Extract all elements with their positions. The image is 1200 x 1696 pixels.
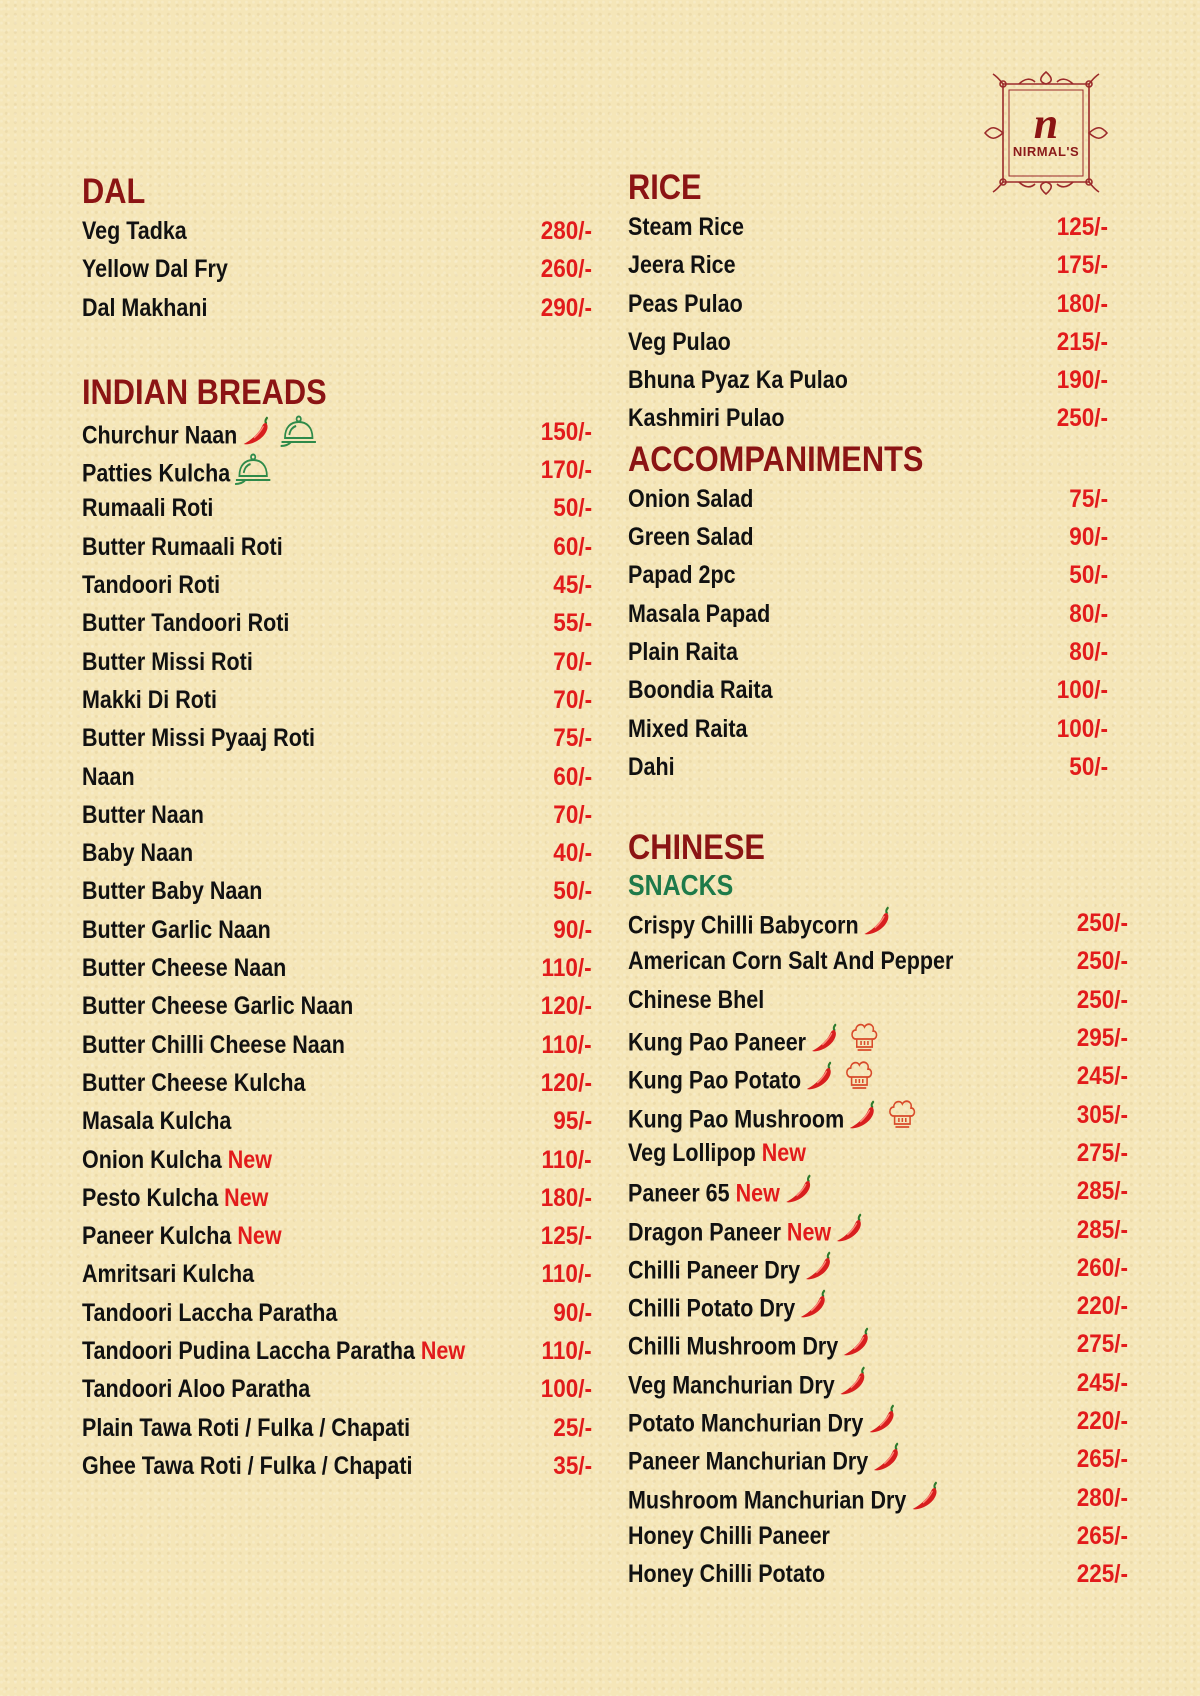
menu-item-line <box>82 250 228 288</box>
item-price: 125/- <box>540 1222 592 1251</box>
item-name: Veg Tadka <box>82 217 187 245</box>
menu-item <box>628 1134 1128 1172</box>
menu-item <box>82 1064 592 1102</box>
menu-item <box>82 489 592 527</box>
menu-item-line <box>82 212 187 250</box>
item-price: 50/- <box>1069 561 1108 590</box>
item-price: 150/- <box>540 417 592 446</box>
item-price: 110/- <box>541 1337 592 1366</box>
item-price: 180/- <box>1056 289 1108 318</box>
menu-item <box>628 1249 1128 1287</box>
item-name: Butter Tandoori Roti <box>82 609 290 638</box>
menu-item-line <box>82 489 213 527</box>
new-badge: New <box>420 1337 466 1366</box>
item-name: Paneer Manchurian Dry <box>628 1447 869 1476</box>
menu-item-line <box>628 1134 806 1172</box>
item-price: 260/- <box>1076 1253 1128 1282</box>
menu-item-line <box>82 1102 231 1140</box>
item-name: Patties Kulcha <box>82 459 231 488</box>
item-name: Boondia Raita <box>628 676 773 705</box>
menu-item-line <box>628 633 738 671</box>
menu-item-line <box>82 911 271 949</box>
menu-item <box>82 1370 592 1408</box>
item-price: 250/- <box>1076 909 1128 938</box>
menu-item <box>628 942 1128 980</box>
item-name: Plain Raita <box>628 637 738 666</box>
menu-item-line <box>82 1179 268 1217</box>
item-price: 80/- <box>1069 599 1108 628</box>
menu-item <box>82 987 592 1025</box>
item-name: Pesto Kulcha <box>82 1183 219 1212</box>
item-price: 100/- <box>1056 676 1108 705</box>
section-title-rice: RICE <box>628 168 702 207</box>
menu-item <box>82 719 592 757</box>
menu-item <box>82 566 592 604</box>
menu-item-line <box>82 289 207 327</box>
new-badge: New <box>237 1222 282 1251</box>
item-name: Tandoori Roti <box>82 571 221 600</box>
menu-item <box>628 981 1128 1019</box>
menu-item-line <box>82 1332 465 1370</box>
item-name: Butter Chilli Cheese Naan <box>82 1030 345 1059</box>
item-price: 70/- <box>553 685 592 714</box>
item-price: 275/- <box>1076 1138 1128 1167</box>
item-price: 25/- <box>553 1413 592 1442</box>
menu-item-line <box>82 719 315 757</box>
item-name: Amritsari Kulcha <box>82 1260 255 1289</box>
new-badge: New <box>786 1217 832 1246</box>
menu-item <box>628 1211 1128 1249</box>
item-price: 125/- <box>1056 213 1108 241</box>
menu-item-line <box>82 834 193 872</box>
menu-item-line <box>82 1217 282 1255</box>
item-name: Kashmiri Pulao <box>628 404 785 433</box>
item-name: Honey Chilli Potato <box>628 1560 826 1589</box>
item-name: Butter Cheese Naan <box>82 954 287 983</box>
menu-item <box>82 911 592 949</box>
menu-item <box>82 528 592 566</box>
menu-item-line <box>82 604 289 642</box>
menu-item <box>628 1096 1128 1134</box>
menu-item <box>82 796 592 834</box>
item-price: 280/- <box>1076 1483 1128 1512</box>
menu-item <box>82 1332 592 1370</box>
item-price: 90/- <box>1069 523 1108 552</box>
menu-item <box>628 1517 1128 1555</box>
item-name: Veg Manchurian Dry <box>628 1370 835 1399</box>
item-name: Chinese Bhel <box>628 985 765 1014</box>
menu-item <box>628 246 1128 284</box>
item-price: 70/- <box>553 800 592 829</box>
menu-item-line <box>82 566 220 604</box>
item-price: 265/- <box>1076 1521 1128 1550</box>
item-name: Yellow Dal Fry <box>82 255 228 284</box>
section-subtitle-snacks: SNACKS <box>628 870 734 903</box>
menu-item <box>82 1179 592 1217</box>
item-price: 215/- <box>1056 327 1108 356</box>
menu-item <box>628 399 1128 437</box>
menu-item <box>82 250 592 288</box>
menu-item-line <box>628 208 744 246</box>
menu-item-line <box>628 361 848 399</box>
menu-item-line <box>82 987 353 1025</box>
item-price: 265/- <box>1076 1445 1128 1474</box>
item-price: 50/- <box>1069 752 1108 781</box>
item-price: 120/- <box>540 992 592 1021</box>
item-name: Butter Rumaali Roti <box>82 532 283 561</box>
item-price: 295/- <box>1076 1024 1128 1053</box>
item-price: 90/- <box>553 1298 592 1327</box>
item-name: Chilli Mushroom Dry <box>628 1332 839 1361</box>
item-price: 245/- <box>1076 1062 1128 1091</box>
item-name: Honey Chilli Paneer <box>628 1521 830 1550</box>
item-price: 245/- <box>1076 1368 1128 1397</box>
menu-item-line <box>82 949 286 987</box>
item-name: Makki Di Roti <box>82 685 218 714</box>
section-title-dal: DAL <box>82 172 146 211</box>
item-name: Masala Kulcha <box>82 1107 232 1136</box>
menu-item <box>628 710 1128 748</box>
item-name: Dal Makhani <box>82 293 208 322</box>
item-price: 285/- <box>1076 1177 1128 1206</box>
item-name: Butter Naan <box>82 800 204 829</box>
item-name: Churchur Naan <box>82 421 238 450</box>
item-name: Chilli Potato Dry <box>628 1294 796 1323</box>
menu-item <box>82 1141 592 1179</box>
menu-item <box>82 949 592 987</box>
item-name: Kung Pao Potato <box>628 1066 802 1095</box>
item-name: Paneer 65 <box>628 1179 730 1208</box>
item-name: Butter Baby Naan <box>82 877 263 906</box>
menu-item <box>628 1479 1128 1517</box>
menu-item <box>82 758 592 796</box>
menu-item <box>628 361 1128 399</box>
menu-item <box>82 1409 592 1447</box>
menu-item-line <box>628 246 736 284</box>
menu-item <box>628 1402 1128 1440</box>
menu-item-line <box>628 399 785 437</box>
item-name: Ghee Tawa Roti / Fulka / Chapati <box>82 1451 413 1480</box>
item-name: Tandoori Pudina Laccha Paratha <box>82 1337 415 1366</box>
item-price: 50/- <box>553 494 592 523</box>
menu-item-line <box>628 1555 825 1593</box>
item-name: Mushroom Manchurian Dry <box>628 1485 907 1514</box>
item-name: Dahi <box>628 752 675 781</box>
item-name: Steam Rice <box>628 213 744 241</box>
menu-item-line <box>82 1255 254 1293</box>
new-badge: New <box>224 1183 269 1212</box>
item-price: 170/- <box>540 456 592 485</box>
menu-item <box>82 872 592 910</box>
item-price: 75/- <box>1069 484 1108 513</box>
menu-item-line <box>628 981 764 1019</box>
item-price: 225/- <box>1076 1560 1128 1589</box>
menu-item-line <box>628 480 753 518</box>
menu-item <box>628 1287 1128 1325</box>
menu-item <box>82 1294 592 1332</box>
menu-item-line <box>628 1517 830 1555</box>
menu-item <box>628 1325 1128 1363</box>
item-price: 35/- <box>553 1451 592 1480</box>
item-name: Onion Salad <box>628 484 754 513</box>
item-price: 250/- <box>1076 947 1128 976</box>
item-name: Kung Pao Mushroom <box>628 1104 845 1133</box>
item-price: 55/- <box>553 609 592 638</box>
item-name: Veg Lollipop <box>628 1138 756 1167</box>
item-name: Kung Pao Paneer <box>628 1028 807 1057</box>
section-title-indian-breads: INDIAN BREADS <box>82 372 327 412</box>
item-name: Tandoori Aloo Paratha <box>82 1375 311 1404</box>
menu-item <box>82 1255 592 1293</box>
item-name: Butter Missi Roti <box>82 647 253 676</box>
item-name: Rumaali Roti <box>82 494 214 523</box>
item-name: Peas Pulao <box>628 289 743 318</box>
item-price: 220/- <box>1076 1292 1128 1321</box>
menu-item <box>628 633 1128 671</box>
item-price: 100/- <box>540 1375 592 1404</box>
item-price: 250/- <box>1076 985 1128 1014</box>
item-price: 110/- <box>541 1030 592 1059</box>
menu-item <box>628 480 1128 518</box>
menu-item-line <box>628 671 773 709</box>
item-name: Bhuna Pyaz Ka Pulao <box>628 366 848 395</box>
left-column <box>82 172 592 1485</box>
item-price: 290/- <box>540 293 592 322</box>
menu-item <box>82 289 592 327</box>
item-price: 305/- <box>1076 1100 1128 1129</box>
menu-item-line <box>82 1064 305 1102</box>
menu-item <box>628 1364 1128 1402</box>
menu-item <box>82 681 592 719</box>
menu-item <box>628 1440 1128 1478</box>
menu-item <box>628 904 1128 942</box>
item-price: 250/- <box>1056 404 1108 433</box>
item-price: 70/- <box>553 647 592 676</box>
menu-item-line <box>82 681 217 719</box>
item-price: 120/- <box>540 1068 592 1097</box>
right-column <box>628 168 1128 1594</box>
menu-item <box>628 285 1128 323</box>
menu-item <box>82 604 592 642</box>
menu-item-line <box>82 758 135 796</box>
item-name: Onion Kulcha <box>82 1145 222 1174</box>
item-name: Dragon Paneer <box>628 1217 781 1246</box>
item-name: Butter Cheese Kulcha <box>82 1068 306 1097</box>
section-title-chinese: CHINESE <box>628 828 765 868</box>
menu-item <box>82 212 592 250</box>
menu-item <box>82 643 592 681</box>
brand-name: NIRMAL'S <box>1012 144 1080 159</box>
menu-item-line <box>628 518 753 556</box>
item-name: Veg Pulao <box>628 327 731 356</box>
item-price: 80/- <box>1069 637 1108 666</box>
item-price: 45/- <box>553 571 592 600</box>
menu-item-line <box>628 748 675 786</box>
menu-item <box>82 834 592 872</box>
menu-item-line <box>628 285 743 323</box>
item-name: Potato Manchurian Dry <box>628 1409 864 1438</box>
item-name: Crispy Chilli Babycorn <box>628 911 859 940</box>
menu-item-line <box>628 710 747 748</box>
item-name: Papad 2pc <box>628 561 736 590</box>
menu-item-line <box>82 796 204 834</box>
item-price: 275/- <box>1076 1330 1128 1359</box>
menu-item <box>628 323 1128 361</box>
menu-item <box>628 595 1128 633</box>
new-badge: New <box>735 1179 780 1208</box>
item-price: 60/- <box>553 762 592 791</box>
menu-item <box>628 1555 1128 1593</box>
menu-item <box>82 451 592 489</box>
item-price: 90/- <box>553 915 592 944</box>
item-price: 180/- <box>540 1183 592 1212</box>
item-name: Mixed Raita <box>628 714 748 743</box>
menu-item <box>82 413 592 451</box>
menu-item-line <box>628 595 770 633</box>
item-name: Plain Tawa Roti / Fulka / Chapati <box>82 1413 411 1442</box>
item-name: Butter Garlic Naan <box>82 915 271 944</box>
item-name: Tandoori Laccha Paratha <box>82 1298 338 1327</box>
menu-item <box>628 1019 1128 1057</box>
menu-item <box>82 1102 592 1140</box>
menu-item-line <box>82 1026 345 1064</box>
item-name: Masala Papad <box>628 599 771 628</box>
menu-item-line <box>82 1294 337 1332</box>
item-name: Paneer Kulcha <box>82 1222 232 1251</box>
menu-item-line <box>628 556 736 594</box>
new-badge: New <box>761 1138 806 1167</box>
menu-item <box>82 1217 592 1255</box>
menu-item-line <box>628 323 731 361</box>
item-price: 60/- <box>553 532 592 561</box>
menu-item <box>82 1447 592 1485</box>
menu-item-line <box>82 1141 272 1179</box>
item-price: 95/- <box>553 1107 592 1136</box>
menu-item <box>628 518 1128 556</box>
menu-item <box>628 1057 1128 1095</box>
item-name: Butter Cheese Garlic Naan <box>82 992 354 1021</box>
item-name: Baby Naan <box>82 839 194 868</box>
menu-item <box>82 1026 592 1064</box>
section-title-accompaniments: ACCOMPANIMENTS <box>628 439 924 479</box>
item-name: Butter Missi Pyaaj Roti <box>82 724 315 753</box>
menu-item-line <box>82 1409 410 1447</box>
item-name: Naan <box>82 762 135 791</box>
menu-item-line <box>82 643 253 681</box>
item-price: 260/- <box>540 255 592 284</box>
menu-item-line <box>82 1447 413 1485</box>
menu-item <box>628 1172 1128 1210</box>
item-price: 75/- <box>553 724 592 753</box>
item-price: 40/- <box>553 839 592 868</box>
item-price: 110/- <box>541 954 592 983</box>
menu-item-line <box>82 1370 310 1408</box>
new-badge: New <box>227 1145 272 1174</box>
item-name: Jeera Rice <box>628 251 736 280</box>
item-price: 175/- <box>1056 251 1108 280</box>
item-name: American Corn Salt And Pepper <box>628 947 954 976</box>
menu-item-line <box>82 528 283 566</box>
menu-item <box>628 671 1128 709</box>
item-price: 220/- <box>1076 1407 1128 1436</box>
item-price: 110/- <box>541 1145 592 1174</box>
menu-item-line <box>82 872 262 910</box>
item-price: 285/- <box>1076 1215 1128 1244</box>
item-price: 50/- <box>553 877 592 906</box>
item-price: 190/- <box>1056 366 1108 395</box>
item-name: Chilli Paneer Dry <box>628 1256 801 1285</box>
item-name: Green Salad <box>628 523 754 552</box>
item-price: 110/- <box>541 1260 592 1289</box>
svg-text:n: n <box>1033 99 1059 148</box>
menu-item <box>628 748 1128 786</box>
menu-item <box>628 208 1128 246</box>
item-price: 280/- <box>540 217 592 245</box>
item-price: 100/- <box>1056 714 1108 743</box>
menu-item-line <box>628 942 953 980</box>
menu-item <box>628 556 1128 594</box>
